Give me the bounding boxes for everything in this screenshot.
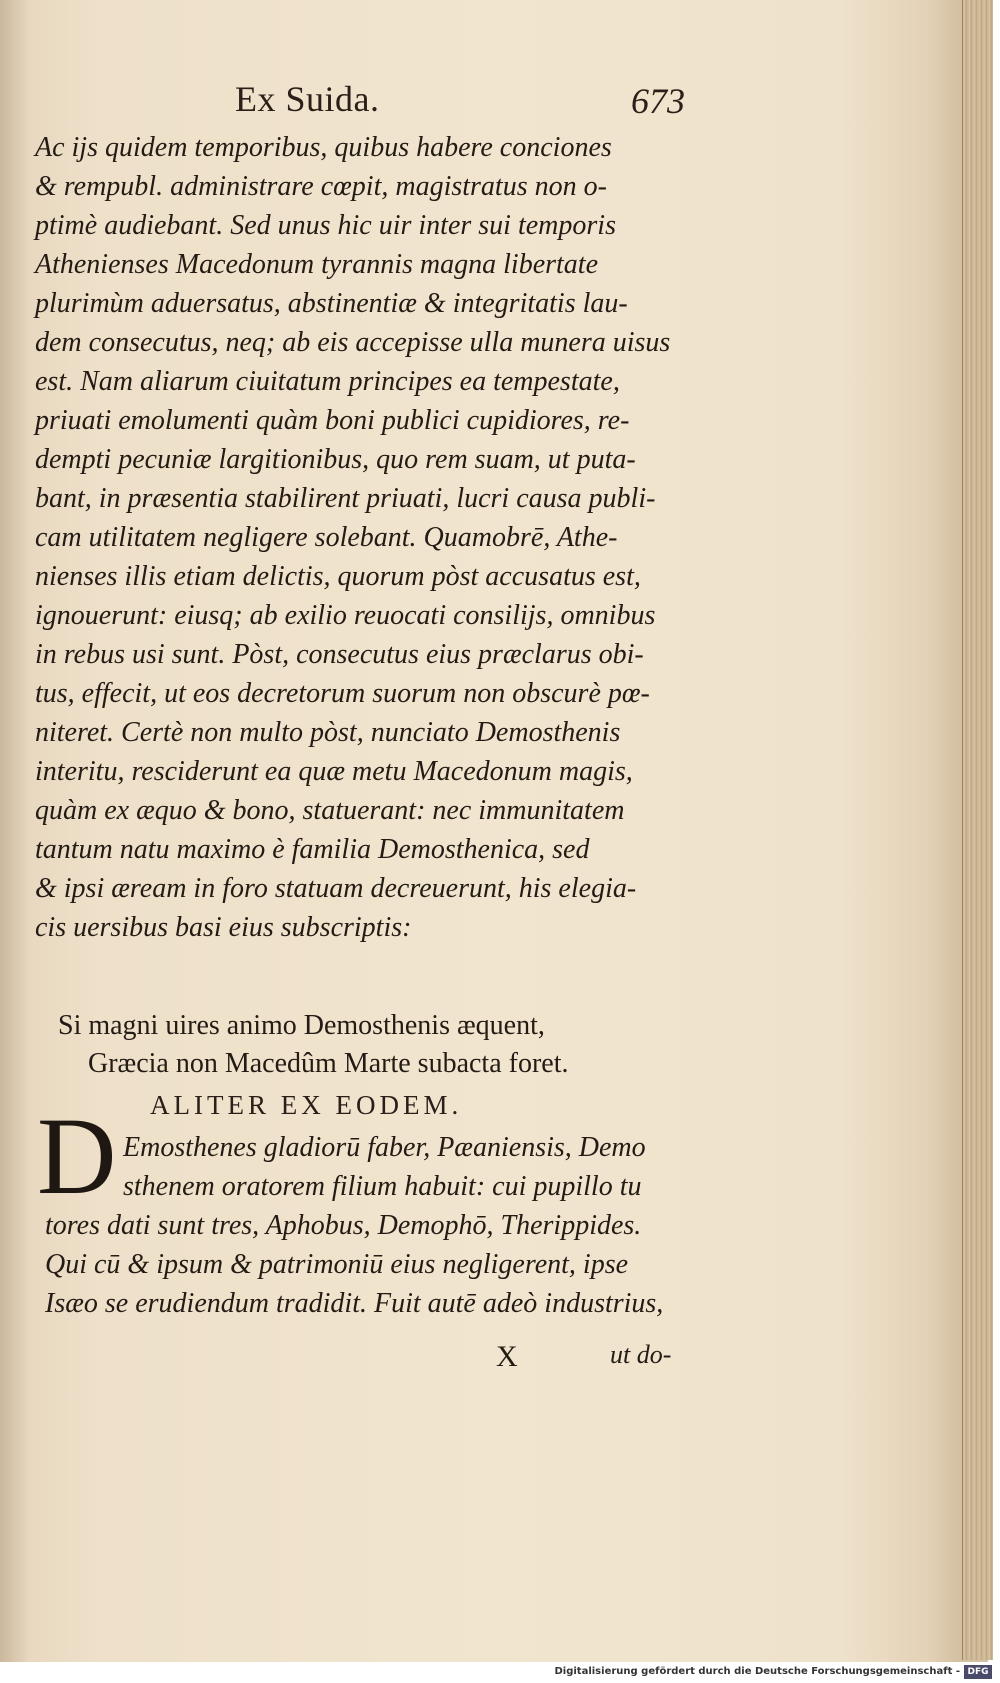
text-line: sthenem oratorem filium habuit: cui pupillo tu (123, 1171, 642, 1202)
text-line: tores dati sunt tres, Aphobus, Demophō, Therippides. (45, 1210, 642, 1241)
running-head (235, 78, 685, 128)
section-heading: ALITER EX EODEM. (150, 1090, 463, 1120)
verse-line: Græcia non Macedûm Marte subacta foret. (88, 1048, 569, 1079)
text-line: Isæo se erudiendum tradidit. Fuit autē adeò industrius, (45, 1288, 664, 1319)
drop-cap-initial: D (37, 1095, 117, 1217)
main-text-block (35, 128, 685, 947)
signature-mark: X (496, 1340, 518, 1373)
text-line: Emosthenes gladiorū faber, Pæaniensis, Demo (123, 1132, 646, 1163)
text-line: cam utilitatem negligere solebant. Quamobrē, Athe- (35, 522, 618, 553)
text-line: dempti pecuniæ largitionibus, quo rem suam, ut puta- (35, 444, 636, 475)
epigram-verse (58, 1007, 698, 1083)
text-line: in rebus usi sunt. Pòst, consecutus eius præclarus obi- (35, 639, 644, 670)
text-line: & rempubl. administrare cœpit, magistratus non o- (35, 171, 607, 202)
text-line: dem consecutus, neq; ab eis accepisse ulla munera uisus (35, 327, 671, 358)
text-line: niteret. Certè non multo pòst, nunciato Demosthenis (35, 717, 621, 748)
text-line: ptimè audiebant. Sed unus hic uir inter sui temporis (35, 210, 616, 241)
text-line: quàm ex æquo & bono, statuerant: nec immunitatem (35, 795, 625, 826)
text-line: interitu, resciderunt ea quæ metu Macedonum magis, (35, 756, 633, 787)
text-line: & ipsi æream in foro statuam decreuerunt, his elegia- (35, 873, 637, 904)
text-line: plurimùm aduersatus, abstinentiæ & integritatis lau- (35, 288, 628, 319)
digitization-credit: Digitalisierung gefördert durch die Deutsche Forschungsgemeinschaft - (554, 1666, 960, 1677)
text-line: tus, effecit, ut eos decretorum suorum non obscurè pœ- (35, 678, 650, 709)
page-edges (962, 0, 993, 1660)
text-line: nienses illis etiam delictis, quorum pòst accusatus est, (35, 561, 641, 592)
dfg-logo: DFG (964, 1665, 992, 1679)
page-number: 673 (631, 81, 685, 121)
text-line: est. Nam aliarum ciuitatum principes ea tempestate, (35, 366, 620, 397)
text-line: Qui cū & ipsum & patrimoniū eius negligerent, ipse (45, 1249, 629, 1280)
verse-line: Si magni uires animo Demosthenis æquent, (58, 1010, 545, 1041)
running-title: Ex Suida. (235, 79, 380, 119)
text-line: ignouerunt: eiusq; ab exilio reuocati consilijs, omnibus (35, 600, 656, 631)
text-line: cis uersibus basi eius subscriptis: (35, 912, 412, 943)
text-line: bant, in præsentia stabilirent priuati, lucri causa publi- (35, 483, 656, 514)
text-line: priuati emolumenti quàm boni publici cupidiores, re- (35, 405, 630, 436)
text-line: tantum natu maximo è familia Demosthenica, sed (35, 834, 590, 865)
text-line: Athenienses Macedonum tyrannis magna libertate (35, 249, 599, 280)
second-section-text (45, 1128, 695, 1323)
catchword: ut do- (610, 1340, 672, 1369)
text-line: Ac ijs quidem temporibus, quibus habere conciones (35, 132, 612, 163)
gutter-shadow (0, 0, 30, 1662)
